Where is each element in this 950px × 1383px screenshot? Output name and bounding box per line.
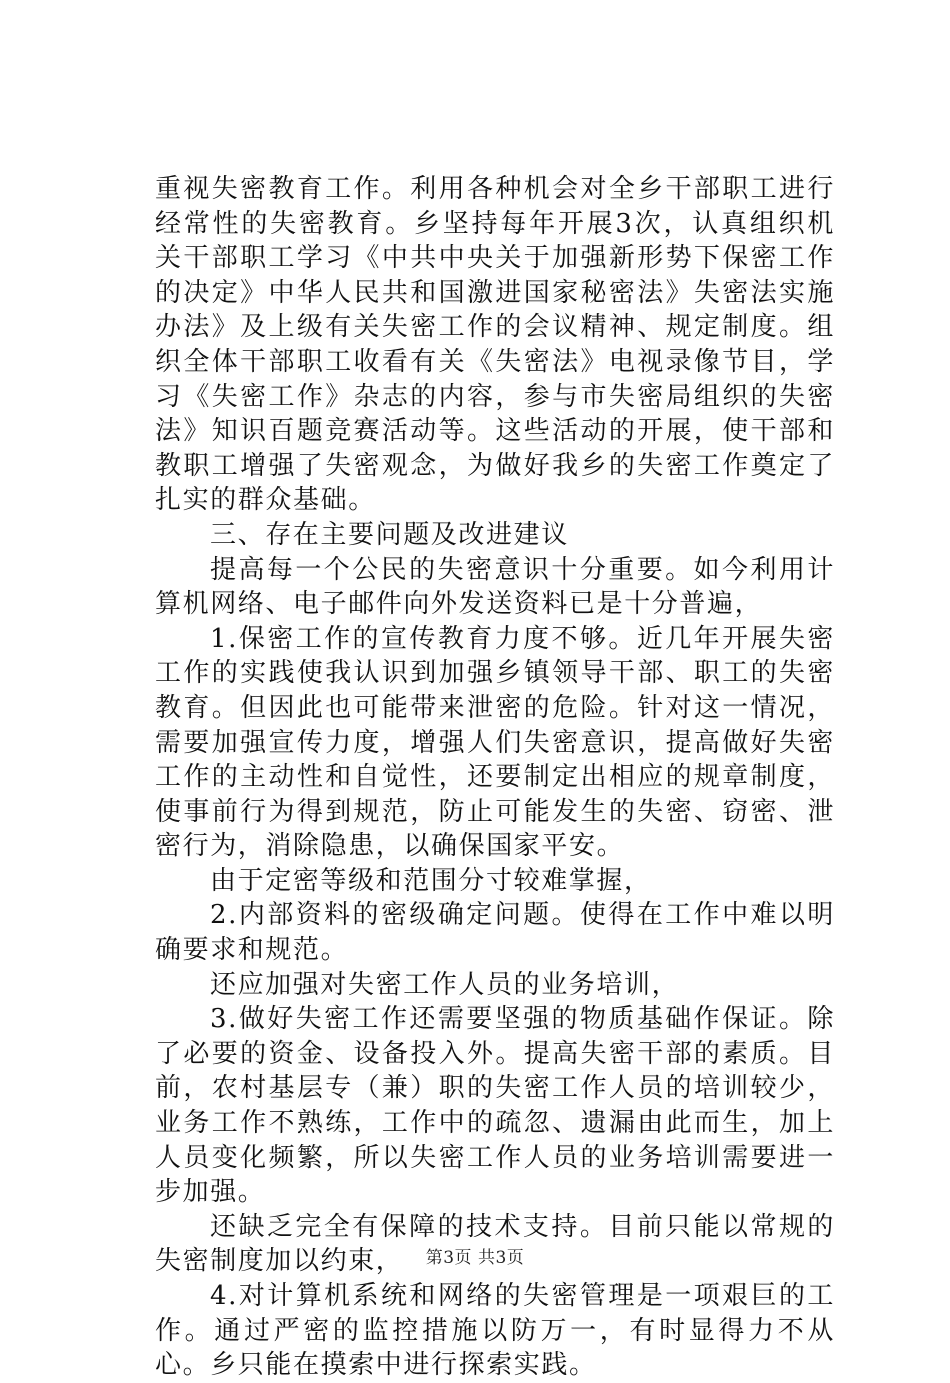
paragraph-item-1: 1.保密工作的宣传教育力度不够。近几年开展失密工作的实践使我认识到加强乡镇领导干部、职工的失密教育。但因此也可能带来泄密的危险。针对这一情况，需要加强宣传力度，增强人们失密意识，提高做好失密工作的主动性和自觉性，还要制定出相应的规章制度，使事前行为得到规范，防止可能发生的失密、窃密、泄密行为，消除隐患，以确保国家平安。 (155, 623, 835, 862)
paragraph-2: 提高每一个公民的失密意识十分重要。如今利用计算机网络、电子邮件向外发送资料已是十分普遍， (155, 554, 835, 620)
paragraph-4: 还应加强对失密工作人员的业务培训， (210, 969, 680, 1000)
paragraph-item-2: 2.内部资料的密级确定问题。使得在工作中难以明确要求和规范。 (155, 900, 835, 966)
paragraph-item-3: 3.做好失密工作还需要坚强的物质基础作保证。除了必要的资金、设备投入外。提高失密干部的素质。目前，农村基层专（兼）职的失密工作人员的培训较少，业务工作不熟练，工作中的疏忽、遗漏由此而生，加上人员变化频繁，所以失密工作人员的业务培训需要进一步加强。 (155, 1004, 835, 1208)
paragraph-3: 由于定密等级和范围分寸较难掌握， (210, 865, 652, 896)
paragraph-5: 还缺乏完全有保障的技术支持。目前只能以常规的失密制度加以约束， (155, 1211, 835, 1277)
section-heading-3: 三、存在主要问题及改进建议 (210, 519, 569, 550)
paragraph-1: 重视失密教育工作。利用各种机会对全乡干部职工进行经常性的失密教育。乡坚持每年开展3次，认真组织机关干部职工学习《中共中央关于加强新形势下保密工作的决定》中华人民共和国激进国家秘密法》失密法实施办法》及上级有关失密工作的会议精神、规定制度。组织全体干部职工收看有关《失密法》电视录像节目，学习《失密工作》杂志的内容，参与市失密局组织的失密法》知识百题竞赛活动等。这些活动的开展，使干部和教职工增强了失密观念，为做好我乡的失密工作奠定了扎实的群众基础。 (155, 174, 835, 516)
paragraph-item-4: 4.对计算机系统和网络的失密管理是一项艰巨的工作。通过严密的监控措施以防万一，有时显得力不从心。乡只能在摸索中进行探索实践。 (155, 1281, 835, 1381)
document-body (155, 172, 835, 1383)
page-number-footer: 第3页 共3页 (425, 1248, 525, 1268)
